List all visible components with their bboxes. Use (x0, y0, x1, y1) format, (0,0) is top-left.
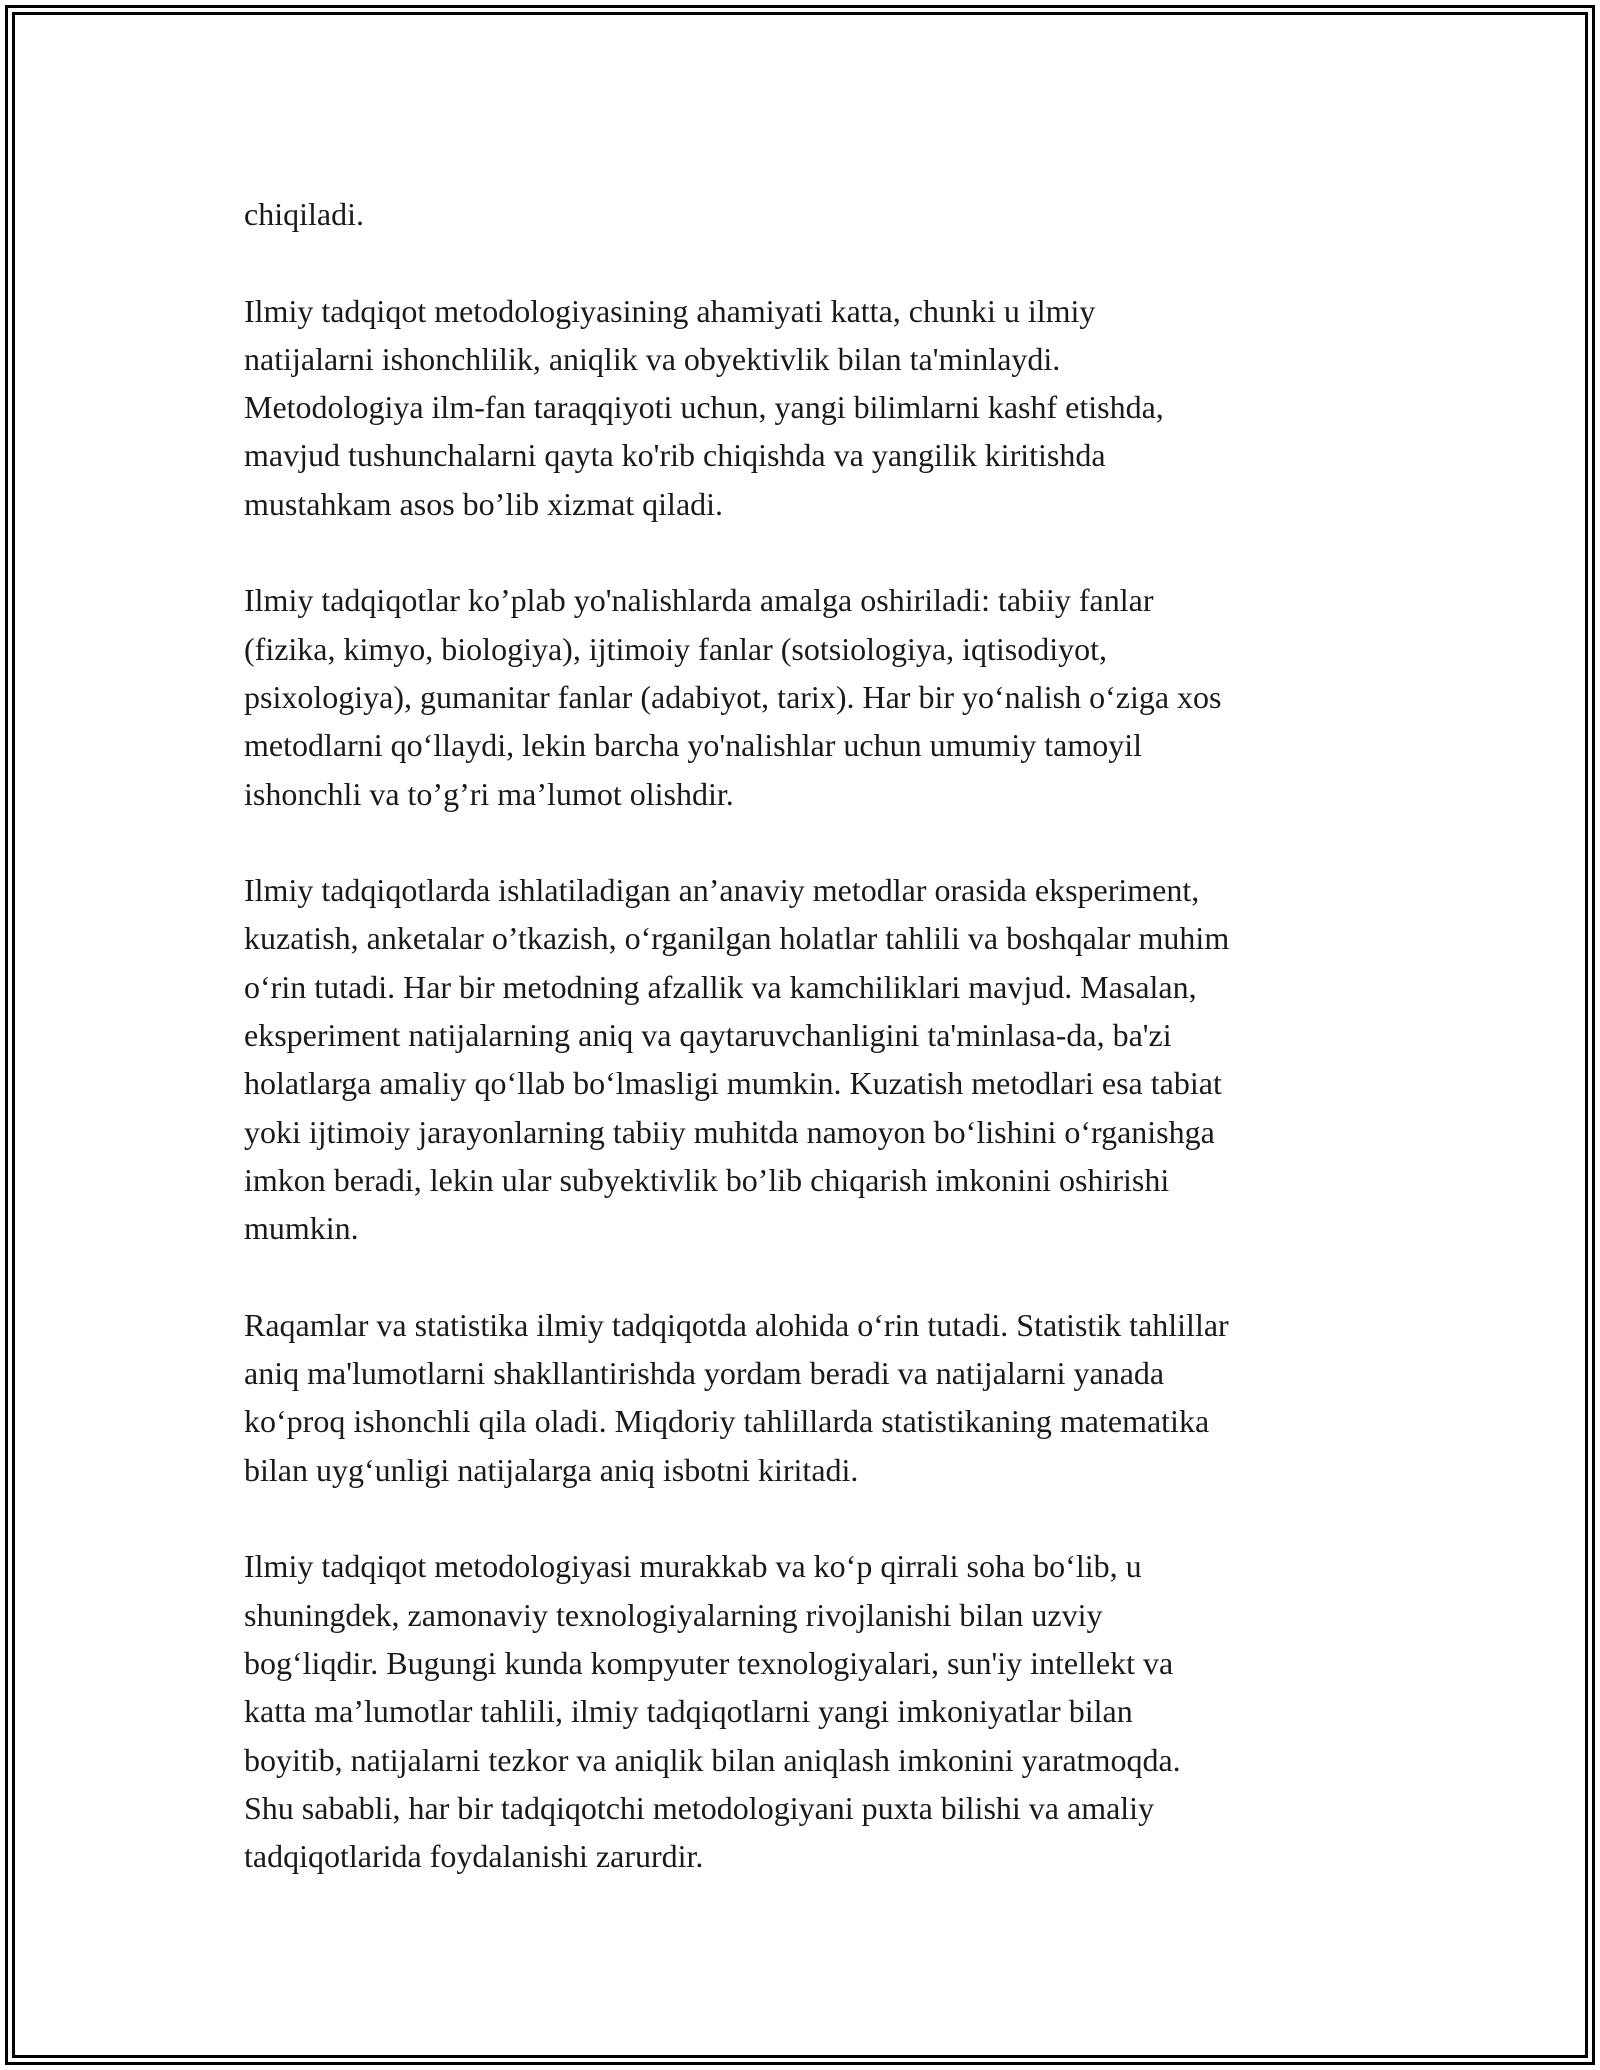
text-line: holatlarga amaliy qo‘llab bo‘lmasligi mumkin. Kuzatish metodlari esa tabiat (244, 1065, 1222, 1102)
text-line: boyitib, natijalarni tezkor va aniqlik bilan aniqlash imkonini yaratmoqda. (244, 1741, 1181, 1778)
text-line: aniq ma'lumotlarni shakllantirishda yordam beradi va natijalarni yanada (244, 1355, 1165, 1392)
text-line: ishonchli va to’g’ri ma’lumot olishdir. (244, 775, 734, 812)
text-line: Raqamlar va statistika ilmiy tadqiqotda alohida o‘rin tutadi. Statistik tahlillar (244, 1306, 1229, 1343)
paragraph-2 (244, 287, 1394, 528)
text-line: yoki ijtimoiy jarayonlarning tabiiy muhitda namoyon bo‘lishini o‘rganishga (244, 1113, 1215, 1150)
text-line: mumkin. (244, 1210, 359, 1247)
text-line: (fizika, kimyo, biologiya), ijtimoiy fanlar (sotsiologiya, iqtisodiyot, (244, 630, 1107, 667)
paragraph-4 (244, 866, 1394, 1252)
text-line: shuningdek, zamonaviy texnologiyalarning rivojlanishi bilan uzviy (244, 1596, 1103, 1633)
text-line: kuzatish, anketalar o’tkazish, o‘rganilgan holatlar tahlili va boshqalar muhim (244, 920, 1230, 957)
text-line: ko‘proq ishonchli qila oladi. Miqdoriy tahlillarda statistikaning matematika (244, 1403, 1210, 1440)
text-line: natijalarni ishonchlilik, aniqlik va obyektivlik bilan ta'minlaydi. (244, 340, 1061, 377)
document-body (244, 190, 1394, 1929)
text-line: Ilmiy tadqiqot metodologiyasining ahamiyati katta, chunki u ilmiy (244, 292, 1096, 329)
paragraph-1 (244, 190, 1394, 238)
text-line: o‘rin tutadi. Har bir metodning afzallik va kamchiliklari mavjud. Masalan, (244, 968, 1197, 1005)
text-line: eksperiment natijalarning aniq va qaytaruvchanligini ta'minlasa-da, ba'zi (244, 1017, 1172, 1054)
paragraph-5 (244, 1301, 1394, 1494)
page-border (5, 5, 1595, 2065)
text-line: katta ma’lumotlar tahlili, ilmiy tadqiqotlarni yangi imkoniyatlar bilan (244, 1693, 1133, 1730)
text-line: tadqiqotlarida foydalanishi zarurdir. (244, 1838, 704, 1875)
text-line: mustahkam asos bo’lib xizmat qiladi. (244, 485, 724, 522)
paragraph-3 (244, 576, 1394, 817)
text-line: chiqiladi. (244, 196, 364, 232)
text-line: psixologiya), gumanitar fanlar (adabiyot, tarix). Har bir yo‘nalish o‘ziga xos (244, 678, 1222, 715)
text-line: Shu sababli, har bir tadqiqotchi metodologiyani puxta bilishi va amaliy (244, 1789, 1155, 1826)
paragraph-6 (244, 1542, 1394, 1880)
text-line: Ilmiy tadqiqotlar ko’plab yo'nalishlarda amalga oshiriladi: tabiiy fanlar (244, 582, 1154, 619)
text-line: bog‘liqdir. Bugungi kunda kompyuter texnologiyalari, sun'iy intellekt va (244, 1644, 1174, 1681)
text-line: mavjud tushunchalarni qayta ko'rib chiqishda va yangilik kiritishda (244, 437, 1106, 474)
text-line: metodlarni qo‘llaydi, lekin barcha yo'nalishlar uchun umumiy tamoyil (244, 727, 1142, 764)
text-line: Ilmiy tadqiqotlarda ishlatiladigan an’anaviy metodlar orasida eksperiment, (244, 872, 1200, 909)
text-line: bilan uyg‘unligi natijalarga aniq isbotni kiritadi. (244, 1451, 859, 1488)
text-line: imkon beradi, lekin ular subyektivlik bo’lib chiqarish imkonini oshirishi (244, 1161, 1170, 1198)
text-line: Ilmiy tadqiqot metodologiyasi murakkab va ko‘p qirrali soha bo‘lib, u (244, 1548, 1142, 1585)
text-line: Metodologiya ilm-fan taraqqiyoti uchun, yangi bilimlarni kashf etishda, (244, 389, 1164, 426)
